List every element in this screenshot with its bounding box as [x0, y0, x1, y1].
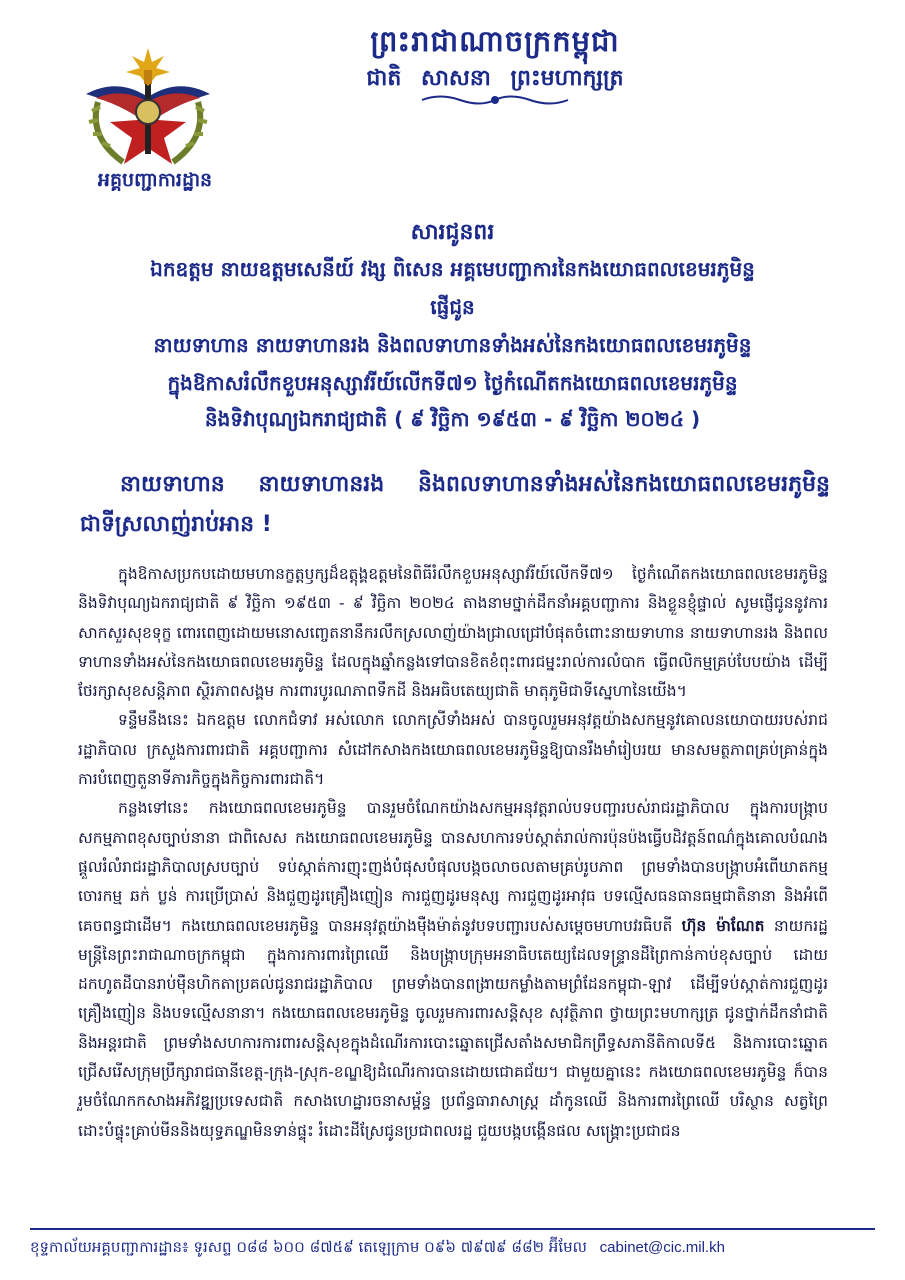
- footer-email[interactable]: cabinet@cic.mil.kh: [599, 1239, 725, 1256]
- sender-line: ឯកឧត្តម នាយឧត្តមសេនីយ៍ វង្ស ពិសេន អគ្គមេបញ្ជាការនៃកងយោធពលខេមរភូមិន្ទ: [150, 257, 755, 281]
- recipient-line: នាយទាហាន នាយទាហានរង និងពលទាហានទាំងអស់នៃកងយោធពលខេមរភូមិន្ទ: [153, 333, 752, 357]
- salutation-closing: ជាទីស្រលាញ់រាប់អាន !: [80, 512, 272, 537]
- national-motto: ជាតិ សាសនា ព្រះមហាក្សត្រ: [366, 66, 624, 91]
- salutation-line: នាយទាហាន នាយទាហានរង និងពលទាហានទាំងអស់នៃកងយោធពលខេមរភូមិន្ទ: [120, 472, 830, 497]
- paragraph-2: ទន្ទឹមនឹងនេះ ឯកឧត្តម លោកជំទាវ អស់លោក លោកស្រីទាំងអស់ បានចូលរួមអនុវត្តយ៉ាងសកម្មនូវគោលនយោបាយរបស់រាជរដ្ឋាភិបាល ក្រសួងការពារជាតិ អគ្គបញ្ជាការ សំដៅកសាងកងយោធពលខេមរភូមិន្ទឱ្យបានរឹងមាំរៀបរយ មានសមត្ថភាពគ្រប់គ្រាន់ក្នុងការបំពេញតួនាទីភារកិច្ចក្នុងកិច្ចការពារជាតិ។: [78, 711, 828, 789]
- occasion-dates: និងទិវាបុណ្យឯករាជ្យជាតិ ( ៩ វិច្ឆិកា ១៩៥៣ - ៩ វិច្ឆិកា ២០២៤ ): [204, 407, 701, 431]
- footer-telegram-label: តេឡេក្រាម: [358, 1238, 420, 1256]
- prime-minister-name: ហ៊ុន ម៉ាណែត: [681, 916, 765, 935]
- decorative-ornament-icon: [420, 93, 570, 107]
- kingdom-title: ព្រះរាជាណាចក្រកម្ពុជា: [370, 24, 620, 58]
- paragraph-1: ក្នុងឱកាសប្រកបដោយមហានក្ខត្តឫក្សដ៏ឧត្តុង្គឧត្តមនៃពិធីរំលឹកខួបអនុស្សាវរីយ៍លើកទី៧១ ថ្ងៃកំណើតកងយោធពលខេមរភូមិន្ទ និងទិវាបុណ្យឯករាជ្យជាតិ ៩ វិច្ឆិកា ១៩៥៣ - ៩ វិច្ឆិកា ២០២៤ តាងនាមថ្នាក់ដឹកនាំអគ្គបញ្ជាការ និងខ្លួនខ្ញុំផ្ទាល់ សូមផ្ញើជូននូវការសាកសួរសុខទុក្ខ ពោរពេញដោយមនោសញ្ចេតនានឹករលឹកស្រលាញ់យ៉ាងជ្រាលជ្រៅបំផុតចំពោះនាយទាហាន នាយទាហានរង និងពលទាហានទាំងអស់នៃកងយោធពលខេមរភូមិន្ទ ដែលក្នុងឆ្នាំកន្លងទៅបានខិតខំពុះពារជម្នះរាល់ការលំបាក ធ្វើពលិកម្មគ្រប់បែបយ៉ាង ដើម្បីថែរក្សាសុខសន្តិភាព ស្ថិរភាពសង្គម ការពារបូរណភាពទឹកដី និងអធិបតេយ្យជាតិ មាតុភូមិជាទីស្នេហានៃយើង។: [78, 565, 828, 701]
- letter-body: [78, 560, 828, 1146]
- contact-footer: [30, 1238, 875, 1260]
- paragraph-3-part-a: កន្លងទៅនេះ កងយោធពលខេមរភូមិន្ទ បានរួមចំណែកយ៉ាងសកម្មអនុវត្តរាល់បទបញ្ជារបស់រាជរដ្ឋាភិបាល ក្នុងការបង្រ្កាបសកម្មភាពខុសច្បាប់នានា ជាពិសេស កងយោធពលខេមរភូមិន្ទ បានសហការទប់ស្កាត់រាល់ការប៉ុនប៉ងធ្វើបដិវត្តន៍ពណ៌ក្នុងគោលបំណងផ្តួលរំលំរាជរដ្ឋាភិបាលស្របច្បាប់ ទប់ស្កាត់ការញុះញង់បំផុសបំផុលបង្កចលាចលតាមគ្រប់រូបភាព ព្រមទាំងបានបង្រ្កាបអំពើឃាតកម្ម ចោរកម្ម ឆក់ ប្លន់ ការប្រើប្រាស់ និងជួញដូរគ្រឿងញៀន ការជួញដូរមនុស្ស ការជួញដូរអាវុធ បទល្មើសធនធានធម្មជាតិនានា និងអំពើគេចពន្ធជាដើម។ កងយោធពលខេមរភូមិន្ទ បានអនុវត្តយ៉ាងម៉ឺងម៉ាត់នូវបទបញ្ជារបស់សម្តេចមហាបវរធិបតី: [78, 799, 828, 935]
- footer-divider: [30, 1228, 875, 1230]
- footer-phone-label: ទូរសព្ទ: [193, 1238, 232, 1256]
- paragraph-3-part-b: នាយករដ្ឋមន្ត្រីនៃព្រះរាជាណាចក្រកម្ពុជា ក្នុងការការពារព្រៃឈើ និងបង្ក្រាបក្រុមអនាធិបតេយ្យដែលទន្ទ្រានដីព្រៃកាន់កាប់ខុសច្បាប់ ដោយដកហូតដីបានរាប់ម៉ឺនហិកតាប្រគល់ជូនរាជរដ្ឋាភិបាល ព្រមទាំងបានពង្រាយកម្លាំងតាមព្រំដែនកម្ពុជា-ឡាវ ដើម្បីទប់ស្កាត់ការជួញដូរគ្រឿងញៀន និងបទល្មើសនានា។ កងយោធពលខេមរភូមិន្ទ ចូលរួមការពារសន្តិសុខ សុវត្ថិភាព ថ្វាយព្រះមហាក្សត្រ ជូនថ្នាក់ដឹកនាំជាតិនិងអន្តរជាតិ ព្រមទាំងសហការការពារសន្តិសុខក្នុងដំណើរការបោះឆ្នោតជ្រើសតាំងសមាជិកព្រឹទ្ធសភានីតិកាលទី៥ និងការបោះឆ្នោតជ្រើសរើសក្រុមប្រឹក្សារាជធានីខេត្ត-ក្រុង-ស្រុក-ខណ្ឌឱ្យដំណើរការបានដោយជោគជ័យ។ ជាមួយគ្នានេះ កងយោធពលខេមរភូមិន្ទ ក៏បានរួមចំណែកកសាងអភិវឌ្ឍប្រទេសជាតិ កសាងហេដ្ឋារចនាសម្ព័ន្ធ ប្រព័ន្ធធារាសាស្រ្ត ដាំកូនឈើ និងការពារព្រៃឈើ បរិស្ថាន សត្វព្រៃ ដោះបំផ្ទុះគ្រាប់មីននិងយុទ្ធភណ្ឌមិនទាន់ផ្ទុះ រំដោះដីស្រែជូនប្រជាពលរដ្ឋ ជួយបង្កបង្កើនផល សង្គ្រោះប្រជាជន: [78, 916, 828, 1140]
- footer-email-label: អ៊ីមែល: [548, 1238, 587, 1256]
- footer-office: ខុទ្ទកាល័យអគ្គបញ្ជាការដ្ឋាន៖: [30, 1238, 189, 1256]
- document-title: សារជូនពរ: [410, 220, 495, 245]
- occasion-line: ក្នុងឱកាសរំលឹកខួបអនុស្សាវរីយ៍លើកទី៧១ ថ្ងៃកំណើតកងយោធពលខេមរភូមិន្ទ: [167, 371, 738, 395]
- military-headquarters-emblem-icon: [78, 42, 218, 172]
- paragraph-3: [78, 794, 828, 1146]
- footer-telegram: ០៩៦ ៧៩៧៩ ៨៨២: [424, 1238, 545, 1256]
- footer-phone: ០៨៨ ៦០០ ៨៧៥៩: [236, 1238, 354, 1256]
- send-to-label: ផ្ញើជូន: [430, 295, 475, 319]
- organization-name: អគ្គបញ្ជាការដ្ឋាន: [97, 169, 213, 191]
